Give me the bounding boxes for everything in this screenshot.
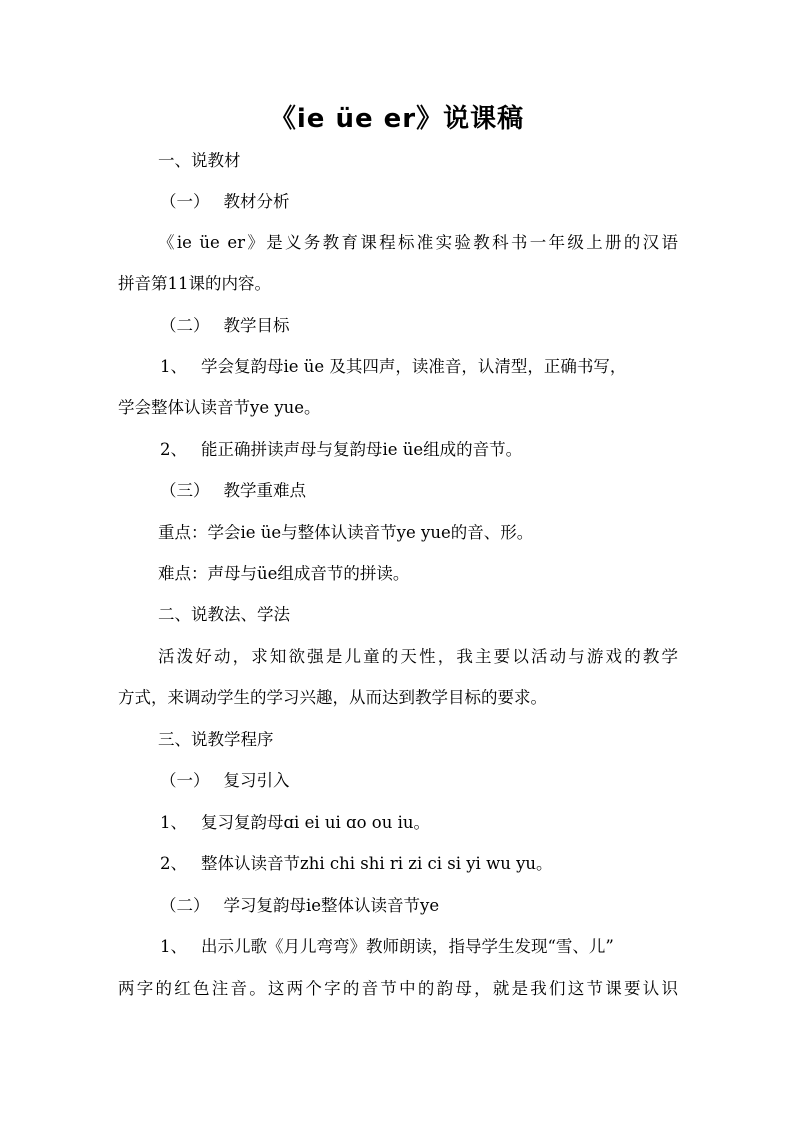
section-heading-3	[158, 729, 274, 751]
key-point-line	[158, 522, 533, 544]
list-item-text: 出示儿歌《月儿弯弯》教师朗读，指导学生发现“雪、儿”	[201, 937, 614, 956]
paragraph-line	[158, 232, 678, 254]
paragraph-text: 活泼好动，求知欲强是儿童的天性，我主要以活动与游戏的教学	[158, 647, 678, 666]
list-item	[160, 356, 626, 378]
list-item-number: 1、	[160, 813, 187, 832]
list-item-number: 2、	[160, 440, 187, 459]
subsection-heading-3-1	[160, 770, 290, 792]
paragraph-line	[158, 646, 678, 668]
list-item-continuation	[118, 397, 321, 419]
subsection-title: 复习引入	[223, 771, 290, 790]
list-item-continuation	[118, 978, 678, 1000]
paragraph-text: 《ie üe er》是义务教育课程标准实验教科书一年级上册的汉语	[158, 233, 678, 252]
difficult-point-line	[158, 563, 409, 585]
subsection-number: （一）	[160, 771, 210, 790]
key-point-text: 重点：学会ie üe与整体认读音节ye yue的音、形。	[158, 523, 534, 542]
list-item-text: 学会整体认读音节ye yue。	[118, 398, 321, 417]
list-item	[160, 853, 553, 875]
section-heading-text: 三、说教学程序	[158, 730, 274, 749]
subsection-heading-1-2	[160, 315, 290, 337]
list-item	[160, 936, 678, 958]
paragraph-text: 拼音第11课的内容。	[118, 274, 271, 293]
list-item	[160, 439, 522, 461]
list-item	[160, 812, 430, 834]
subsection-number: （三）	[160, 481, 210, 500]
subsection-title: 教学目标	[223, 316, 290, 335]
list-item-number: 2、	[160, 854, 187, 873]
list-item-text: 两字的红色注音。这两个字的音节中的韵母，就是我们这节课要认识	[118, 979, 678, 998]
paragraph-line	[118, 273, 271, 295]
list-item-text: 学会复韵母ie üe 及其四声，读准音，认清型，正确书写，	[201, 357, 627, 376]
section-heading-2	[158, 604, 290, 626]
list-item-number: 1、	[160, 937, 187, 956]
difficult-point-text: 难点：声母与üe组成音节的拼读。	[158, 564, 410, 583]
list-item-text: 复习复韵母ɑi ei ui ɑo ou iu。	[201, 813, 430, 832]
paragraph-text: 方式，来调动学生的学习兴趣，从而达到教学目标的要求。	[118, 688, 547, 707]
section-heading-1	[158, 150, 241, 172]
list-item-text: 能正确拼读声母与复韵母ie üe组成的音节。	[201, 440, 523, 459]
paragraph-line	[118, 687, 547, 709]
section-heading-text: 二、说教法、学法	[158, 605, 290, 624]
subsection-title: 教学重难点	[223, 481, 306, 500]
subsection-heading-1-1	[160, 191, 290, 213]
document-title: 《ie üe er》说课稿	[269, 104, 525, 134]
subsection-heading-1-3	[160, 480, 306, 502]
subsection-number: （一）	[160, 192, 210, 211]
section-heading-text: 一、说教材	[158, 151, 241, 170]
list-item-text: 整体认读音节zhi chi shi ri zi ci si yi wu yu。	[201, 854, 553, 873]
subsection-number: （二）	[160, 896, 210, 915]
list-item-number: 1、	[160, 357, 187, 376]
subsection-title: 学习复韵母ie整体认读音节ye	[223, 896, 440, 915]
subsection-heading-3-2	[160, 895, 439, 917]
subsection-number: （二）	[160, 316, 210, 335]
subsection-title: 教材分析	[223, 192, 290, 211]
